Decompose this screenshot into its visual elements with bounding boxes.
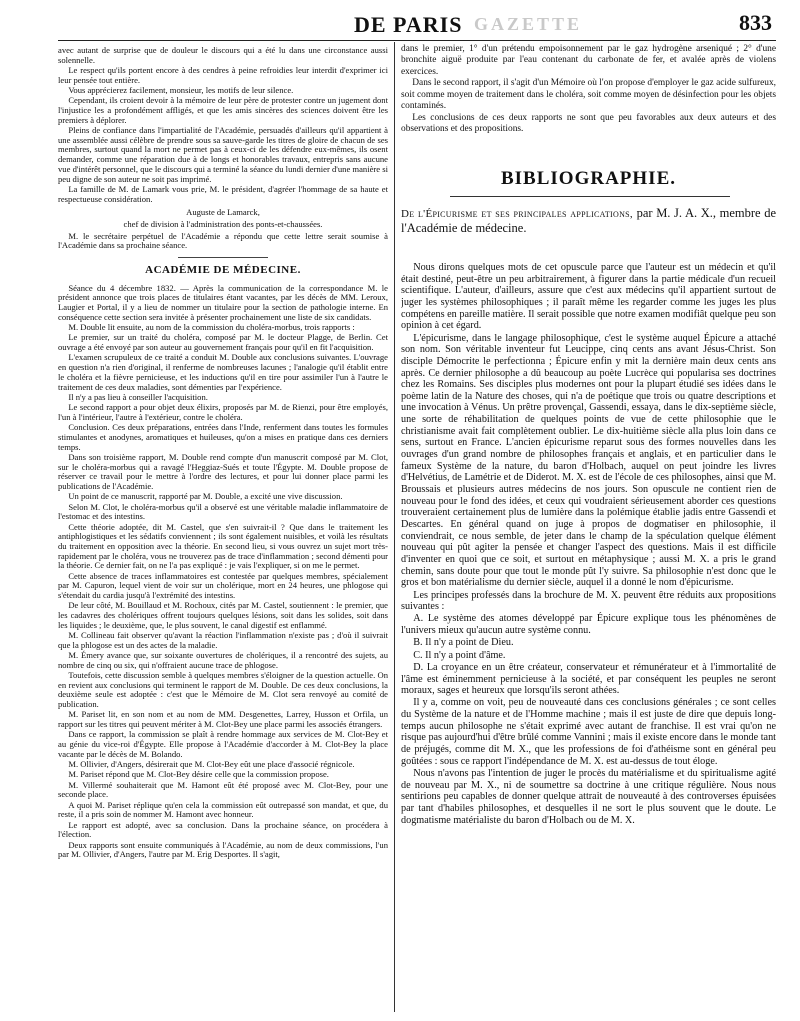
paragraph: M. Ollivier, d'Angers, désirerait que M. Clot-Bey eût une place d'associé régnicole.: [68, 759, 355, 770]
paragraph: Le premier, sur un traité du choléra, composé par M. le docteur Plagge, de Berlin. Cet ouvrage a été envoyé par son auteur au gouvernement français pour qu'il en fit l'acquisition.: [58, 332, 388, 353]
paragraph: Cette théorie adoptée, dit M. Castel, que s'en suivrait-il ? Que dans le traitement les antiphlogistiques et les sédatifs conviennent ; ils sont également nuisibles, et voilà les résultats du traitement en opposition avec la théorie. En second lieu, si vous ouvrez un sujet mort très-rapidement par le choléra, vous ne trouverez pas de trace d'inflammation ; second démenti pour la théorie. Ce dernier fait, on ne l'a pas expliqué : je vais l'expliquer, si on me le permet.: [58, 521, 388, 571]
paragraph: Le second rapport a pour objet deux élixirs, proposés par M. de Rienzi, pour être employés, l'un à l'intérieur, l'autre à l'extérieur, contre le choléra.: [58, 402, 388, 422]
paragraph: Dans ce rapport, la commission se plaît à rendre hommage aux services de M. Clot-Bey et au génie du vice-roi d'Égypte. Elle propose à l'Académie d'accorder à M. Clot-Bey la place vacante par le décès de M. Bolando.: [58, 729, 388, 759]
paragraph: M. le secrétaire perpétuel de l'Académie a répondu que cette lettre serait soumise à l'Académie dans sa prochaine séance.: [58, 230, 388, 251]
running-head: DE PARIS: [354, 12, 463, 37]
paragraph: M. Collineau fait observer qu'avant la réaction l'inflammation n'existe pas ; d'où il suivrait que la phlogose est un des actes de la maladie.: [58, 630, 388, 650]
paragraph: Dans son troisième rapport, M. Double rend compte d'un manuscrit composé par M. Clot, sur le choléra-morbus qui a ravagé l'Heggiaz-Sués et toute l'Égypte. M. Double propose de réserver ce travail pour le mettre à l'ordre des lectures, et pour lui donner place parmi les publications de l'Académie.: [58, 451, 388, 491]
paragraph: dans le premier, 1° d'un prétendu empoisonnement par le gaz hydrogène arseniqué ; 2° d'une bronchite aiguë produite par l'eau contenant du carbonate de fer, et avalée après de violens exercices.: [401, 44, 776, 77]
paragraph: Le rapport est adopté, avec sa conclusion. Dans la prochaine séance, on procédera à l'élection.: [58, 819, 388, 840]
article-title-main: De l'Épicurisme et ses principales applications,: [401, 208, 633, 220]
paragraph: Il y a, comme on voit, peu de nouveauté dans ces conclusions générales ; ce sont celles du Système de la nature et de l'Homme machine ; mais il est juste de dire que depuis long-temps aucun philosophe ne s'était exprimé avec autant de franchise. Il est vrai qu'on ne risque pas aujourd'hui d'être brûlé comme Vannini ; mais il existe encore dans le monde tant de préjugés, comme dit M. X., que les professions de foi d'athéisme sont en général peu goûtées : sous ce rapport l'indépendance de M. X. est au-dessus de tout éloge.: [401, 697, 776, 767]
paragraph: Pleins de confiance dans l'impartialité de l'Académie, persuadés d'ailleurs qu'il appartient à une assemblée aussi célèbre de prendre sous sa sauve-garde les titres de gloire de chacun de ses membres, surtout quand la mort ne permet pas à ceux-ci de les défendre eux-mêmes, ils osent demander, comme une réparation due à de longs et honorables travaux, entrepris sans aucune vue d'intérêt personnel, que le discours qui a terminé la séance du lundi dernier d'une manière si peu digne de son auteur ne soit pas imprimé.: [58, 125, 388, 184]
paragraph: Le respect qu'ils portent encore à des cendres à peine refroidies leur interdit d'exprimer ici leur pensée tout entière.: [58, 65, 388, 85]
section-title: ACADÉMIE DE MÉDECINE.: [145, 264, 301, 277]
proposition: C. Il n'y a point d'âme.: [413, 649, 506, 661]
right-column-article: [401, 262, 776, 1014]
article-title: [401, 206, 776, 235]
heading-rule: [450, 196, 730, 197]
paragraph: La famille de M. de Lamark vous prie, M. le président, d'agréer l'hommage de sa haute et respectueuse considération.: [58, 183, 388, 204]
paragraph: L'examen scrupuleux de ce traité a conduit M. Double aux conclusions suivantes. L'ouvrage en question n'a rien d'original, il renferme de nombreuses lacunes ; l'analogie qu'il établit entre le choléra et la fièvre pernicieuse, et les inductions qu'il en tire pour assimiler l'un à l'autre le traitement de ces deux maladies, sont démenties par l'expérience.: [58, 352, 388, 392]
paragraph: M. Pariset lit, en son nom et au nom de MM. Desgenettes, Larrey, Husson et Orfila, un rapport sur les titres qui peuvent mériter à M. Clot-Bey une place parmi les associés étrangers.: [58, 709, 388, 730]
paragraph: Vous apprécierez facilement, monsieur, les motifs de leur silence.: [68, 85, 294, 95]
right-column-top: [401, 44, 776, 147]
paragraph: Deux rapports sont ensuite communiqués à l'Académie, au nom de deux commissions, l'un par M. Ollivier, d'Angers, l'autre par M. Erig Desportes. Il s'agit,: [58, 839, 388, 860]
header-rule: [58, 40, 776, 41]
section-divider: [178, 257, 268, 258]
paragraph: M. Émery avance que, sur soixante ouvertures de cholériques, il a rencontré des sujets, au nombre de cinq ou six, qui n'offraient aucune trace de phlogose.: [58, 650, 388, 670]
paragraph: De leur côté, M. Bouillaud et M. Rochoux, cités par M. Castel, soutiennent : le premier, que les cadavres des cholériques offrent toujours quelques lésions, soit dans les solides, soit dans les liquides ; le deuxième, que, le plus souvent, le canal digestif est enflammé.: [58, 600, 388, 630]
column-divider: [394, 42, 395, 1012]
page-number: 833: [739, 10, 772, 35]
paragraph: Toutefois, cette discussion semble à quelques membres s'éloigner de la question actuelle. On en revient aux conclusions qui terminent le rapport de M. Double. De ces deux conclusions, la deuxième seule est adoptée : c'est que le Mémoire de M. Clot sera renvoyé au comité de publication.: [58, 670, 388, 710]
paragraph: avec autant de surprise que de douleur le discours qui a été lu dans une circonstance aussi solennelle.: [58, 46, 388, 65]
paragraph: Séance du 4 décembre 1832. — Après la communication de la correspondance M. le président annonce que trois places de titulaires étant vacantes, par les décès de MM. Leroux, Laugier et Portal, il y a lieu de nommer un titulaire pour la section de pathologie interne. En conséquence cette section sera invitée à présenter prochainement une liste de six candidats.: [58, 282, 388, 322]
page-header: [44, 10, 776, 40]
show-through-text: GAZETTE: [474, 14, 583, 34]
left-column: [58, 46, 388, 1014]
paragraph: Les principes professés dans la brochure de M. X. peuvent être réduits aux propositions suivantes :: [401, 589, 776, 613]
article-title-author: par M. J. A. X., membre de l'Académie de médecine.: [401, 206, 777, 235]
signature: Auguste de Lamarck,: [186, 207, 260, 218]
paragraph: Cependant, ils croient devoir à la mémoire de leur père de protester contre un jugement dont l'injustice les a profondément affligés, et que les amis sincères des sciences doivent être les premiers à déplorer.: [58, 95, 388, 125]
paragraph: Selon M. Clot, le choléra-morbus qu'il a observé est une véritable maladie inflammatoire de l'estomac et des intestins.: [58, 501, 388, 522]
paragraph: Nous n'avons pas l'intention de juger le procès du matérialisme et du spiritualisme agité de nouveau par M. X., ni de soumettre sa doctrine à une critique régulière. Nous nous sentirions peu capables de donner quelque attrait de nouveauté à des controverses épuisées par tant d'habiles philosophes, et desquelles il ne sort le plus souvent que le doute. Le dogmatisme matérialiste du baron d'Holbach ou de M. X.: [401, 767, 776, 826]
paragraph: M. Double lit ensuite, au nom de la commission du choléra-morbus, trois rapports :: [68, 322, 355, 333]
paragraph: Conclusion. Ces deux préparations, entrées dans l'Inde, renferment dans toutes les formules stimulantes et anodynes, aromatiques et huileuses, qu'on a mises en pratique dans ces derniers temps.: [58, 422, 388, 452]
paragraph: Un point de ce manuscrit, rapporté par M. Double, a excité une vive discussion.: [68, 491, 343, 502]
paragraph: Nous dirons quelques mots de cet opuscule parce que l'auteur est un médecin et qu'il était destiné, peut-être un peu arbitrairement, à figurer dans la partie médicale d'un recueil scientifique. L'auteur, d'ailleurs, assure que c'est aux médecins qu'il appartient surtout de juger les systèmes philosophiques ; il paraît même les regarder comme les juges les plus compétens en pareille matière. Il serait possible que notre examen modifiât quelque peu son opinion à cet égard.: [401, 262, 776, 332]
proposition: D. La croyance en un être créateur, conservateur et rémunérateur et à l'immortalité de l'âme est éminemment pernicieuse à la société, et par conséquent les peuples ne seront moraux, sages et heureux que lorsqu'ils seront athées.: [401, 661, 776, 697]
paragraph: Dans le second rapport, il s'agit d'un Mémoire où l'on propose d'employer le gaz acide sulfureux, soit comme moyen de traitement dans le choléra, soit comme moyen de désinfection pour les objets contaminés.: [401, 78, 776, 112]
paragraph: M. Villermé souhaiterait que M. Hamont eût été proposé avec M. Clot-Bey, pour une seconde place.: [58, 779, 388, 800]
paragraph: Cette absence de traces inflammatoires est contestée par quelques membres, spécialement par M. Capuron, lequel vient de voir sur un cholérique, mort en 24 heures, une phlogose qui s'étendait du cardia jusqu'à l'extrémité des intestins.: [58, 570, 388, 601]
signature-title: chef de division à l'administration des ponts-et-chaussées.: [123, 218, 323, 229]
proposition: A. Le système des atomes développé par Épicure explique tous les phénomènes de l'univers mieux qu'aucun autre système connu.: [401, 613, 776, 637]
proposition: B. Il n'y a point de Dieu.: [413, 637, 514, 649]
paragraph: Les conclusions de ces deux rapports ne sont que peu favorables aux deux auteurs et des observations et des propositions.: [401, 112, 776, 135]
paragraph: L'épicurisme, dans le langage philosophique, c'est le système auquel Épicure a attaché son nom. Son véritable inventeur fut Leucippe, cinq cents ans avant Jésus-Christ. Son disciple Démocrite le perfectionna ; Épicure enfin y mit la dernière main deux cents ans après. Ce dernier philosophe a dû beaucoup au poète Lucrèce qui popularisa ses doctrines chez les Romains. Ses disciples plus modernes ont pour la plupart étudié ses idées dans le poème latin de la Nature des choses, qui n'a de poétique que trois ou quatre descriptions et une invocation à Vénus. Un prêtre provençal, Gassendi, essaya, dans le dix-septième siècle, une sorte de réhabilitation de quelques points de vue de cette philosophie que le christianisme avait fait complètement oublier. Le dix-huitième siècle alla plus loin dans ce sens, surtout en France. L'ancien épicurisme reparut sous des formes nouvelles dans les ouvrages d'un grand nombre de philosophes français et anglais, et en particulier dans le fameux Système de la nature, du baron d'Holbach, auquel on peut joindre les livres d'Helvétius, de Lamétrie et de Diderot. M. X. est de l'école de ces philosophes, ainsi que M. Broussais et plusieurs autres médecins de nos jours. Son opuscule ne contient rien de nouveau pour le fond des idées, et ceux qui voudraient sérieusement aborder ces questions trouveraient certainement plus de lumière dans la polémique établie jadis entre Gassendi et Descartes. En général quand on juge à propos de dogmatiser en philosophie, il conviendrait, ce nous semble, de jeter dans le champ de la spéculation quelque élément nouveau qui pût agiter la pensée et changer l'aspect des questions. Mais il est difficile d'inventer en quoi que ce soit, et surtout en métaphysique ; aussi M. X. a pris le grand chemin, sans doute pour que tout le monde pût l'y suivre. Sa philosophie n'est donc que le gros et bon matérialisme du dernier siècle, auquel il a donné le nom d'épicurisme.: [401, 332, 776, 589]
paragraph: Il n'y a pas lieu à conseiller l'acquisition.: [68, 391, 208, 402]
paragraph: A quoi M. Pariset réplique qu'en cela la commission eût outrepassé son mandat, et que, du reste, il a pris soin de nommer M. Hamont avec honneur.: [58, 799, 388, 820]
paragraph: M. Pariset répond que M. Clot-Bey désire celle que la commission propose.: [68, 769, 329, 780]
bibliographie-heading: BIBLIOGRAPHIE.: [500, 168, 676, 189]
